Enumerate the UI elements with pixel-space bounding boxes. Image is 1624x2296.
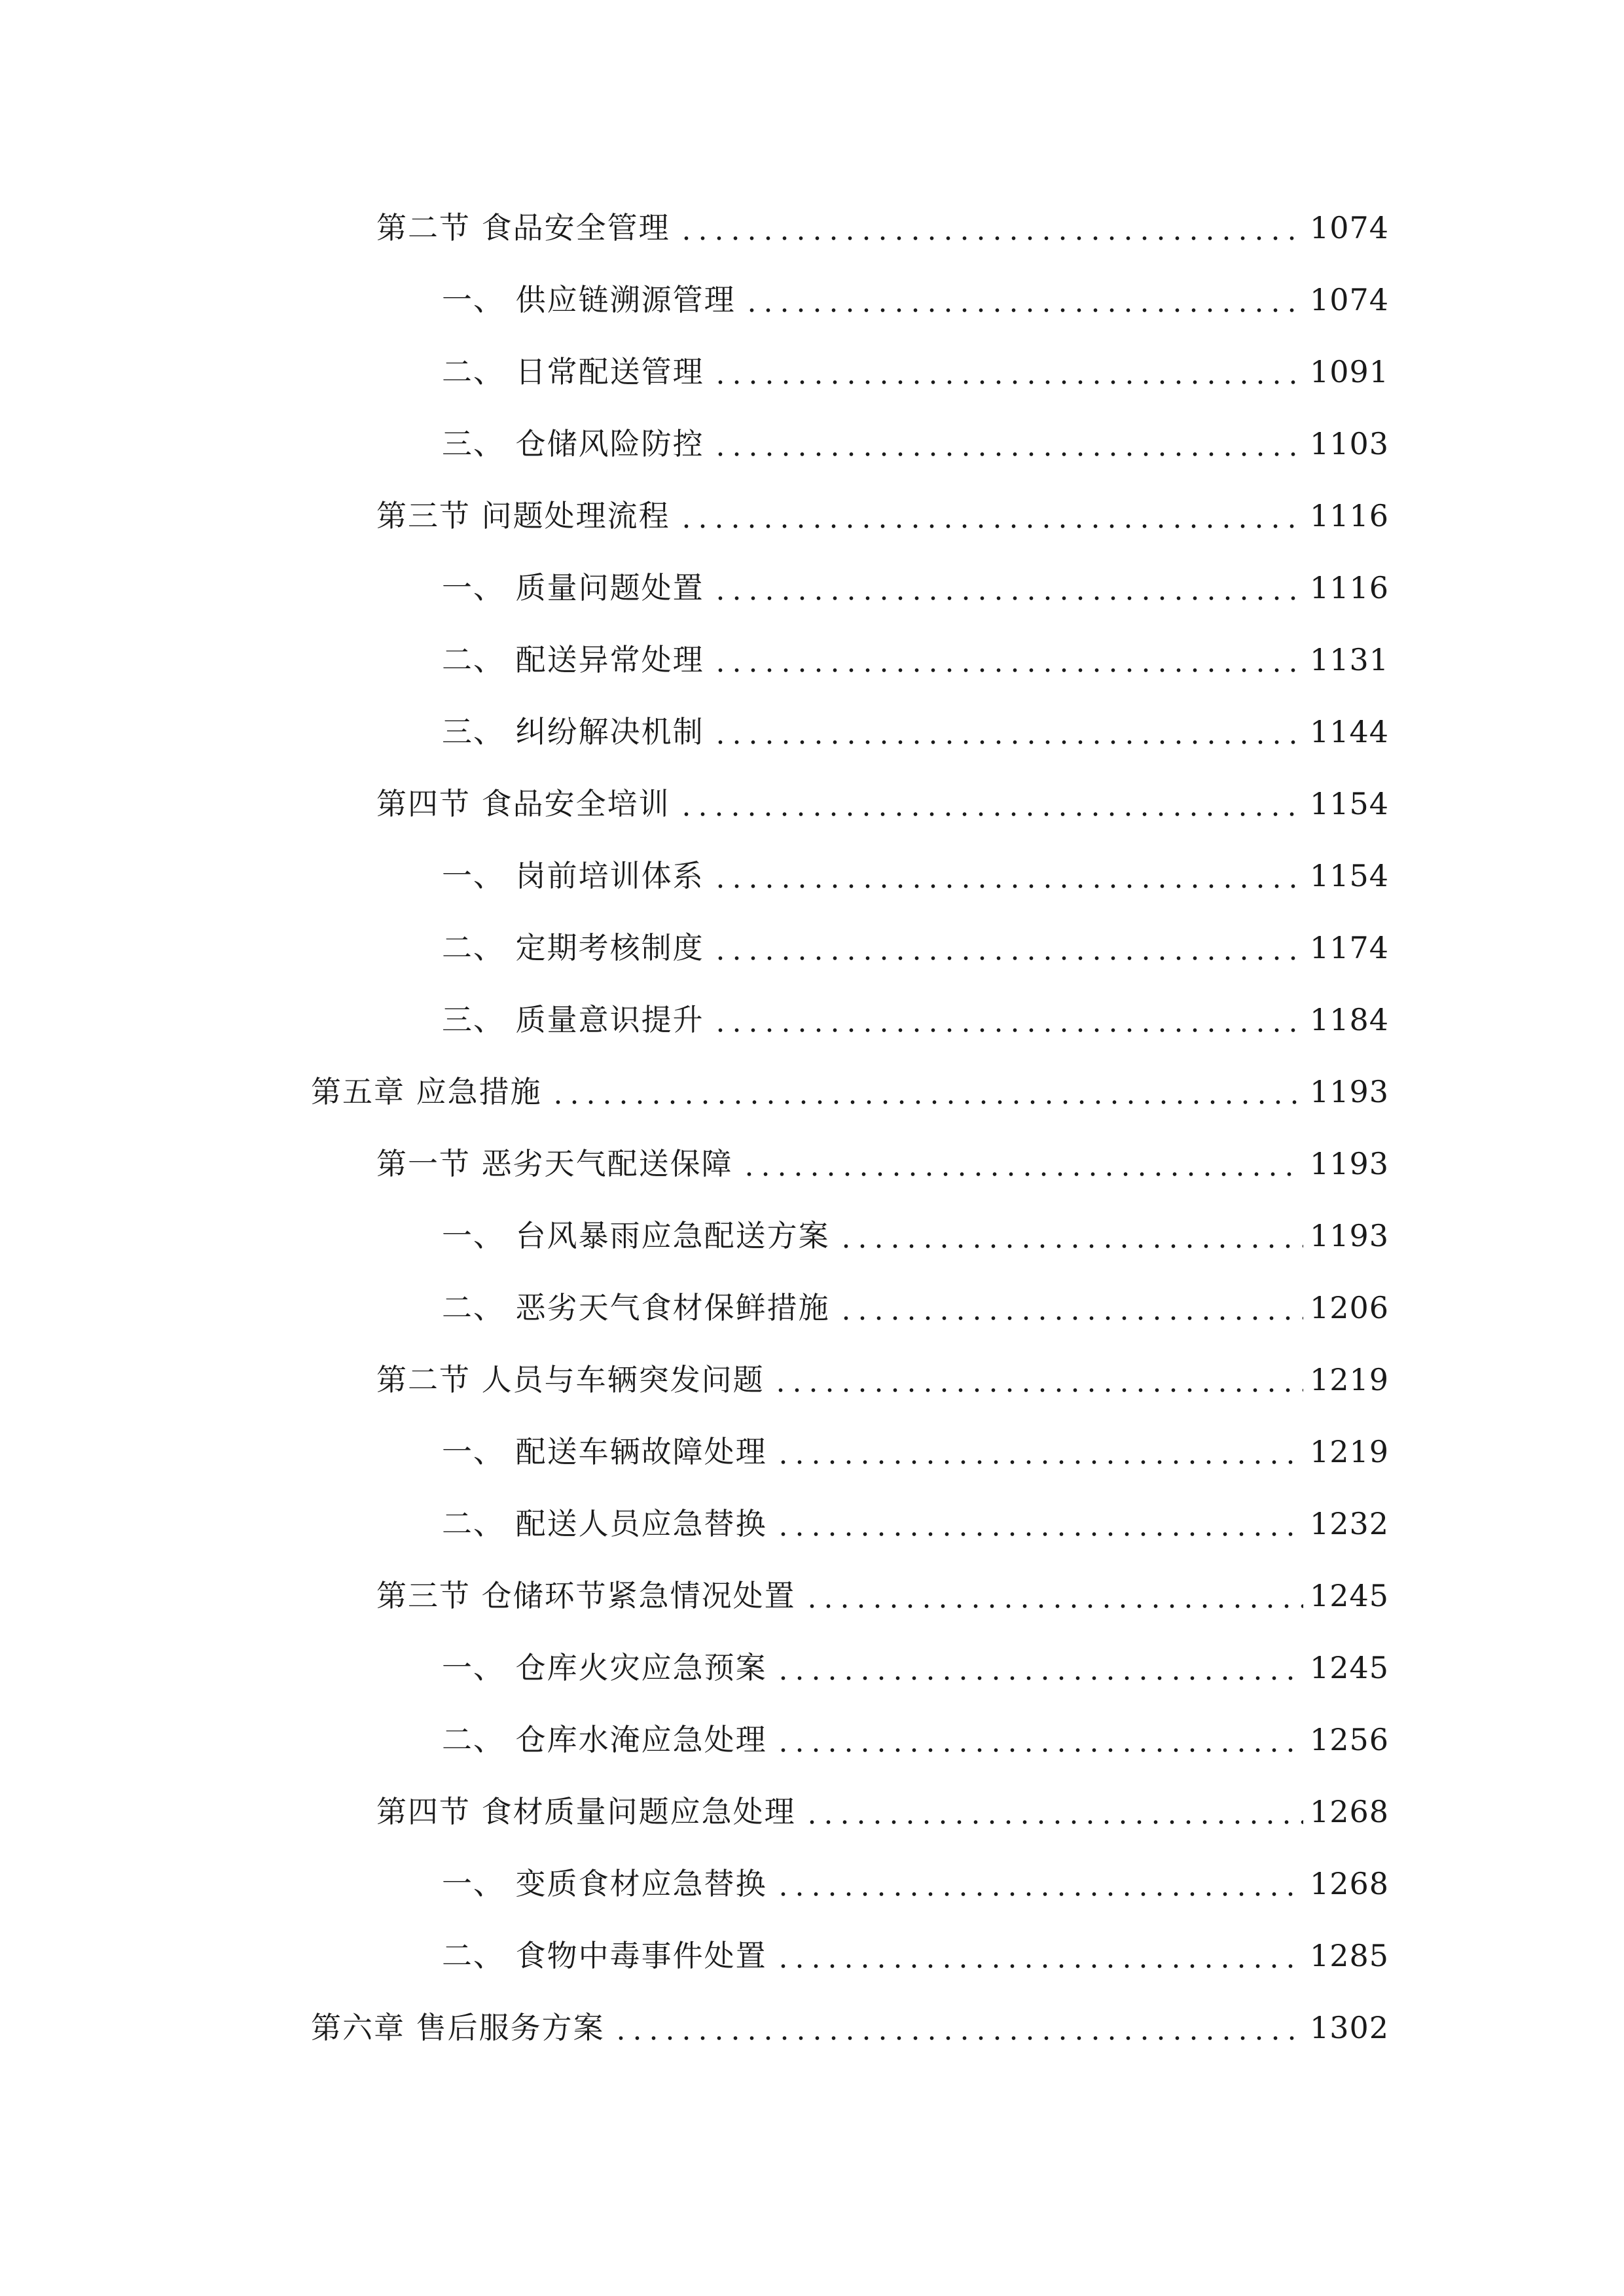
toc-dot-leader xyxy=(804,1573,1303,1619)
toc-dot-leader xyxy=(744,277,1303,323)
toc-page-number: 1131 xyxy=(1310,642,1390,677)
toc-entry-title: 第四节 食品安全培训 xyxy=(376,786,670,821)
toc-entry-title: 第四节 食材质量问题应急处理 xyxy=(376,1794,796,1829)
toc-dot-leader xyxy=(712,997,1303,1043)
toc-dot-leader xyxy=(613,2005,1303,2051)
toc-entry[interactable] xyxy=(0,709,1624,755)
toc-entry-title: 第五章 应急措施 xyxy=(311,1074,542,1109)
toc-entry[interactable] xyxy=(0,493,1624,539)
toc-dot-leader xyxy=(741,1141,1303,1187)
toc-dot-leader xyxy=(712,421,1303,467)
toc-entry-title: 三、 仓储风险防控 xyxy=(442,426,704,461)
toc-dot-leader xyxy=(775,1501,1303,1547)
toc-dot-leader xyxy=(804,1789,1303,1835)
toc-dot-leader xyxy=(775,1429,1303,1475)
toc-page-number: 1116 xyxy=(1310,570,1390,605)
toc-page-number: 1074 xyxy=(1310,210,1390,245)
toc-entry[interactable] xyxy=(0,205,1624,251)
toc-entry-title: 二、 定期考核制度 xyxy=(442,930,704,965)
toc-entry-title: 一、 配送车辆故障处理 xyxy=(442,1434,767,1469)
toc-page-number: 1219 xyxy=(1310,1362,1390,1397)
toc-entry[interactable] xyxy=(0,637,1624,683)
toc-entry-title: 第二节 食品安全管理 xyxy=(376,210,670,245)
toc-entry-title: 第三节 问题处理流程 xyxy=(376,498,670,533)
toc-entry[interactable] xyxy=(0,1717,1624,1763)
toc-entry[interactable] xyxy=(0,997,1624,1043)
toc-dot-leader xyxy=(775,1933,1303,1979)
toc-page-number: 1245 xyxy=(1310,1650,1390,1685)
toc-page-number: 1193 xyxy=(1310,1146,1390,1181)
toc-entry[interactable] xyxy=(0,925,1624,971)
toc-page-number: 1103 xyxy=(1310,426,1390,461)
toc-entry-title: 二、 恶劣天气食材保鲜措施 xyxy=(442,1290,830,1325)
toc-page-number: 1184 xyxy=(1310,1002,1390,1037)
toc-dot-leader xyxy=(712,853,1303,899)
toc-entry[interactable] xyxy=(0,1789,1624,1835)
toc-page-number: 1285 xyxy=(1310,1938,1390,1973)
toc-page-number: 1091 xyxy=(1310,354,1390,389)
toc-page-number: 1219 xyxy=(1310,1434,1390,1469)
toc-entry[interactable] xyxy=(0,565,1624,611)
toc-entry[interactable] xyxy=(0,421,1624,467)
toc-entry[interactable] xyxy=(0,1501,1624,1547)
toc-entry-title: 第三节 仓储环节紧急情况处置 xyxy=(376,1578,796,1613)
toc-entry-title: 二、 食物中毒事件处置 xyxy=(442,1938,767,1973)
toc-dot-leader xyxy=(678,205,1303,251)
toc-entry[interactable] xyxy=(0,1285,1624,1331)
toc-entry-title: 二、 日常配送管理 xyxy=(442,354,704,389)
toc-entry-title: 第六章 售后服务方案 xyxy=(311,2010,605,2045)
toc-dot-leader xyxy=(712,925,1303,971)
toc-dot-leader xyxy=(838,1285,1303,1331)
toc-dot-leader xyxy=(678,493,1303,539)
toc-dot-leader xyxy=(712,349,1303,395)
toc-entry-title: 一、 质量问题处置 xyxy=(442,570,704,605)
toc-page-number: 1154 xyxy=(1310,786,1390,821)
toc-entry-title: 三、 质量意识提升 xyxy=(442,1002,704,1037)
toc-dot-leader xyxy=(712,637,1303,683)
toc-entry[interactable] xyxy=(0,1645,1624,1691)
toc-entry-title: 二、 仓库水淹应急处理 xyxy=(442,1722,767,1757)
toc-entry-title: 三、 纠纷解决机制 xyxy=(442,714,704,749)
toc-page-number: 1245 xyxy=(1310,1578,1390,1613)
toc-entry[interactable] xyxy=(0,781,1624,827)
toc-entry[interactable] xyxy=(0,1573,1624,1619)
toc-dot-leader xyxy=(712,709,1303,755)
toc-page-number: 1268 xyxy=(1310,1866,1390,1901)
toc-page-number: 1302 xyxy=(1310,2010,1390,2045)
toc-entry[interactable] xyxy=(0,1357,1624,1403)
toc-page-number: 1232 xyxy=(1310,1506,1390,1541)
toc-page-number: 1154 xyxy=(1310,858,1390,893)
toc-entry[interactable] xyxy=(0,1069,1624,1115)
toc-entry-title: 二、 配送人员应急替换 xyxy=(442,1506,767,1541)
toc-entry-title: 第一节 恶劣天气配送保障 xyxy=(376,1146,733,1181)
toc-entry[interactable] xyxy=(0,277,1624,323)
toc-page-number: 1144 xyxy=(1310,714,1390,749)
toc-entry[interactable] xyxy=(0,1429,1624,1475)
toc-page-number: 1116 xyxy=(1310,498,1390,533)
toc-page-number: 1074 xyxy=(1310,282,1390,317)
toc-page-number: 1256 xyxy=(1310,1722,1390,1757)
toc-page-number: 1193 xyxy=(1310,1218,1390,1253)
toc-dot-leader xyxy=(550,1069,1303,1115)
toc-page-number: 1268 xyxy=(1310,1794,1390,1829)
toc-entry-title: 一、 岗前培训体系 xyxy=(442,858,704,893)
toc-entry[interactable] xyxy=(0,1141,1624,1187)
toc-entry[interactable] xyxy=(0,853,1624,899)
toc-entry[interactable] xyxy=(0,1933,1624,1979)
toc-dot-leader xyxy=(775,1645,1303,1691)
toc-entry-title: 第二节 人员与车辆突发问题 xyxy=(376,1362,765,1397)
toc-entry-title: 一、 供应链溯源管理 xyxy=(442,282,736,317)
toc-entry[interactable] xyxy=(0,349,1624,395)
toc-entry[interactable] xyxy=(0,1861,1624,1907)
toc-dot-leader xyxy=(838,1213,1303,1259)
toc-dot-leader xyxy=(772,1357,1303,1403)
toc-dot-leader xyxy=(678,781,1303,827)
toc-entry-title: 一、 台风暴雨应急配送方案 xyxy=(442,1218,830,1253)
toc-entry-title: 二、 配送异常处理 xyxy=(442,642,704,677)
toc-entry[interactable] xyxy=(0,2005,1624,2051)
toc-entry-title: 一、 变质食材应急替换 xyxy=(442,1866,767,1901)
toc-page-number: 1206 xyxy=(1310,1290,1390,1325)
toc-entry-title: 一、 仓库火灾应急预案 xyxy=(442,1650,767,1685)
toc-dot-leader xyxy=(712,565,1303,611)
toc-dot-leader xyxy=(775,1717,1303,1763)
toc-page-number: 1193 xyxy=(1310,1074,1390,1109)
toc-page-number: 1174 xyxy=(1310,930,1390,965)
toc-entry[interactable] xyxy=(0,1213,1624,1259)
toc-dot-leader xyxy=(775,1861,1303,1907)
